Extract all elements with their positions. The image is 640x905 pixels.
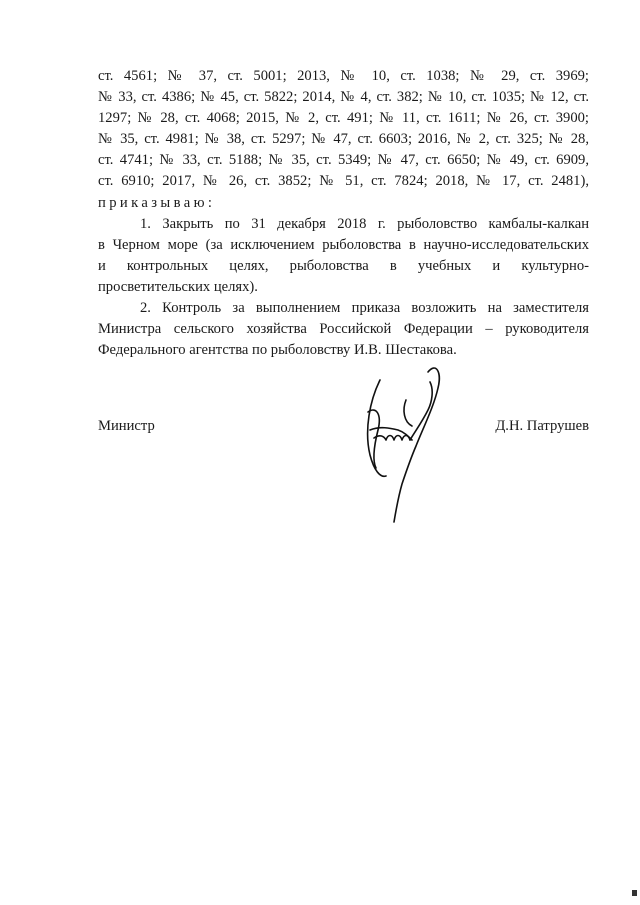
handwritten-signature-icon	[350, 360, 460, 525]
scan-mark	[632, 890, 637, 896]
item2-line: 2. Контроль за выполнением приказа возложить на заместителя	[140, 300, 589, 317]
item1-line: в Черном море (за исключением рыболовства в научно-исследовательских	[98, 236, 589, 253]
citation-line: 1297; № 28, ст. 4068; 2015, № 2, ст. 491; № 11, ст. 1611; № 26, ст. 3900;	[98, 110, 589, 127]
item2-line: Федерального агентства по рыболовству И.В. Шестакова.	[98, 342, 457, 359]
citation-line: ст. 4741; № 33, ст. 5188; № 35, ст. 5349; № 47, ст. 6650; № 49, ст. 6909,	[98, 152, 589, 169]
citation-line: ст. 6910; 2017, № 26, ст. 3852; № 51, ст. 7824; 2018, № 17, ст. 2481),	[98, 173, 589, 190]
item1-line: 1. Закрыть по 31 декабря 2018 г. рыболовство камбалы-калкан	[140, 215, 589, 232]
citation-line: ст. 4561; № 37, ст. 5001; 2013, № 10, ст. 1038; № 29, ст. 3969;	[98, 68, 589, 84]
item1-line: просветительских целях).	[98, 278, 258, 295]
order-word: приказываю:	[98, 194, 216, 211]
citation-line: № 33, ст. 4386; № 45, ст. 5822; 2014, № 4, ст. 382; № 10, ст. 1035; № 12, ст.	[98, 89, 589, 106]
item2-line: Министра сельского хозяйства Российской Федерации – руководителя	[98, 321, 589, 338]
citation-line: № 35, ст. 4981; № 38, ст. 5297; № 47, ст. 6603; 2016, № 2, ст. 325; № 28,	[98, 131, 589, 148]
document-body	[98, 66, 589, 361]
signatory-title: Министр	[98, 418, 155, 434]
item1-line: и контрольных целях, рыболовства в учебных и культурно-	[98, 257, 589, 274]
signature-block	[98, 418, 589, 442]
signatory-name: Д.Н. Патрушев	[495, 418, 589, 434]
